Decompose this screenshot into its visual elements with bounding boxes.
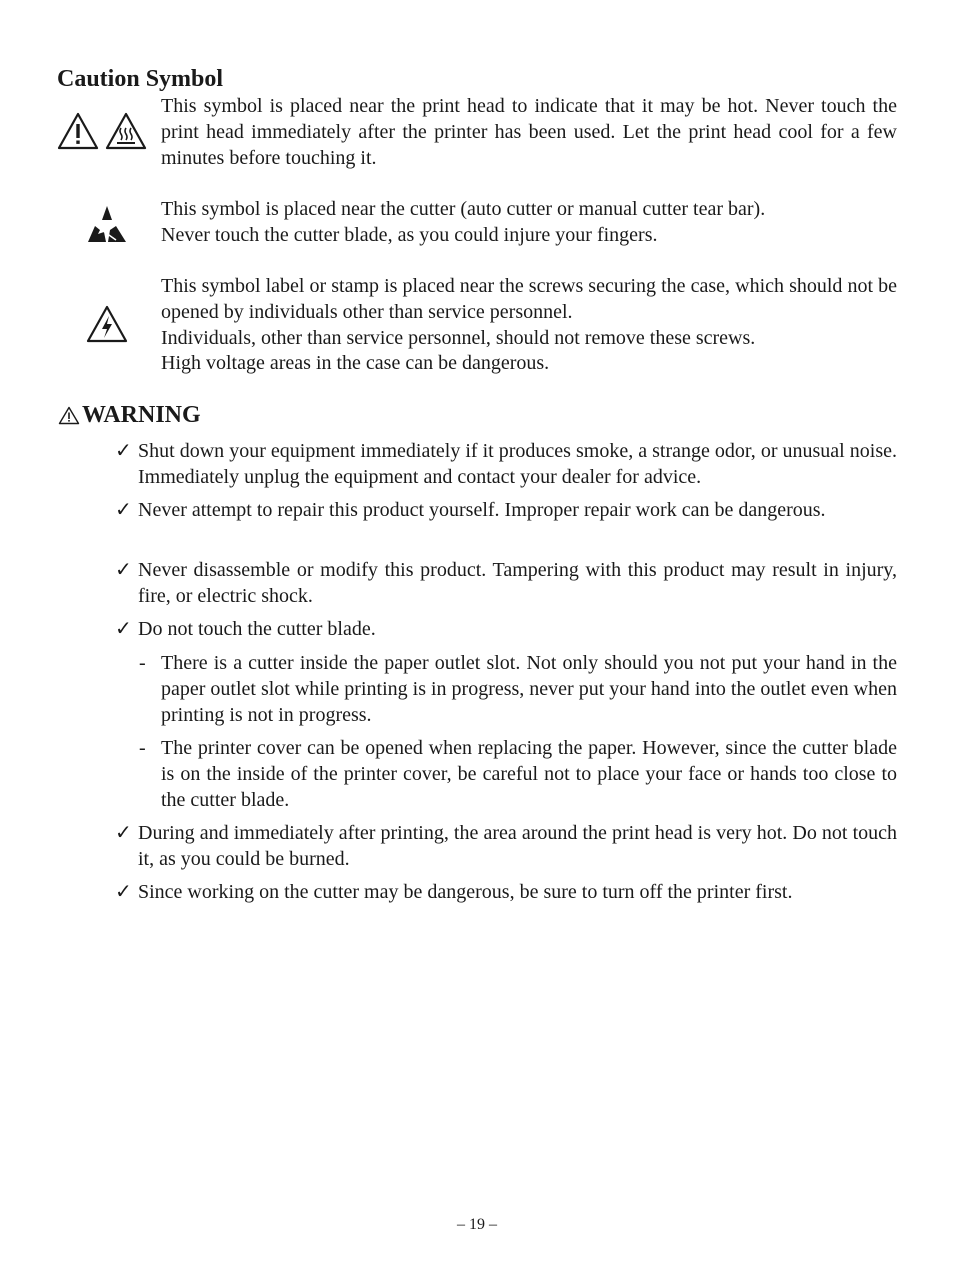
warning-list-item [115, 617, 897, 643]
hot-surface-triangle-icon [105, 112, 147, 150]
check-mark-icon: ✓ [115, 881, 132, 903]
warning-sub-item [139, 651, 897, 728]
warning-item-text: Never attempt to repair this product yourself. Improper repair work can be dangerous. [138, 499, 826, 521]
exclamation-triangle-icon [57, 112, 99, 150]
warning-item-text: During and immediately after printing, the area around the print head is very hot. Do not touch it, as you could be burned. [138, 822, 897, 870]
check-mark-icon: ✓ [115, 618, 132, 640]
warning-list-item [115, 498, 897, 524]
dash-mark: - [139, 737, 146, 759]
warning-list-item [115, 880, 897, 906]
warning-list-item [115, 821, 897, 873]
caution-item-high-voltage-text: This symbol label or stamp is placed near the screws securing the case, which should not be opened by individuals other than service personnel. Individuals, other than service personnel, should not remove these screws. High voltage areas in the case can be dangerous. [161, 275, 897, 375]
high-voltage-triangle-icon [86, 305, 128, 343]
caution-item-hot-head-text: This symbol is placed near the print head to indicate that it may be hot. Never touch the print head immediately after the printer has been used. Let the print head cool for a few minutes before touching it. [161, 95, 897, 169]
warning-heading [58, 400, 201, 430]
warning-triangle-icon [58, 406, 80, 425]
warning-item-text: Never disassemble or modify this product. Tampering with this product may result in injury, fire, or electric shock. [138, 559, 897, 607]
warning-item-text: Do not touch the cutter blade. [138, 618, 376, 640]
check-mark-icon: ✓ [115, 499, 132, 521]
warning-sub-item [139, 736, 897, 813]
caution-symbol-heading: Caution Symbol [57, 66, 224, 92]
warning-item-text: Since working on the cutter may be dangerous, be sure to turn off the printer first. [138, 881, 793, 903]
warning-heading-text: WARNING [82, 402, 201, 428]
page-number: – 19 – [457, 1216, 497, 1233]
check-mark-icon: ✓ [115, 440, 132, 462]
warning-sub-item-text: The printer cover can be opened when replacing the paper. However, since the cutter blade is on the inside of the printer cover, be careful not to place your face or hands too close to the cutter blade. [161, 737, 897, 811]
check-mark-icon: ✓ [115, 559, 132, 581]
cutter-hand-hazard-icon [86, 204, 128, 244]
dash-mark: - [139, 652, 146, 674]
check-mark-icon: ✓ [115, 822, 132, 844]
warning-sub-item-text: There is a cutter inside the paper outlet slot. Not only should you not put your hand in the paper outlet slot while printing is in progress, never put your hand into the outlet even when printing is not in progress. [161, 652, 897, 726]
warning-item-text: Shut down your equipment immediately if it produces smoke, a strange odor, or unusual noise. Immediately unplug the equipment and contact your dealer for advice. [138, 440, 897, 488]
caution-item-cutter-text: This symbol is placed near the cutter (auto cutter or manual cutter tear bar). Never touch the cutter blade, as you could injure your fingers. [161, 198, 766, 246]
warning-list-item [115, 439, 897, 491]
warning-list-item [115, 558, 897, 610]
